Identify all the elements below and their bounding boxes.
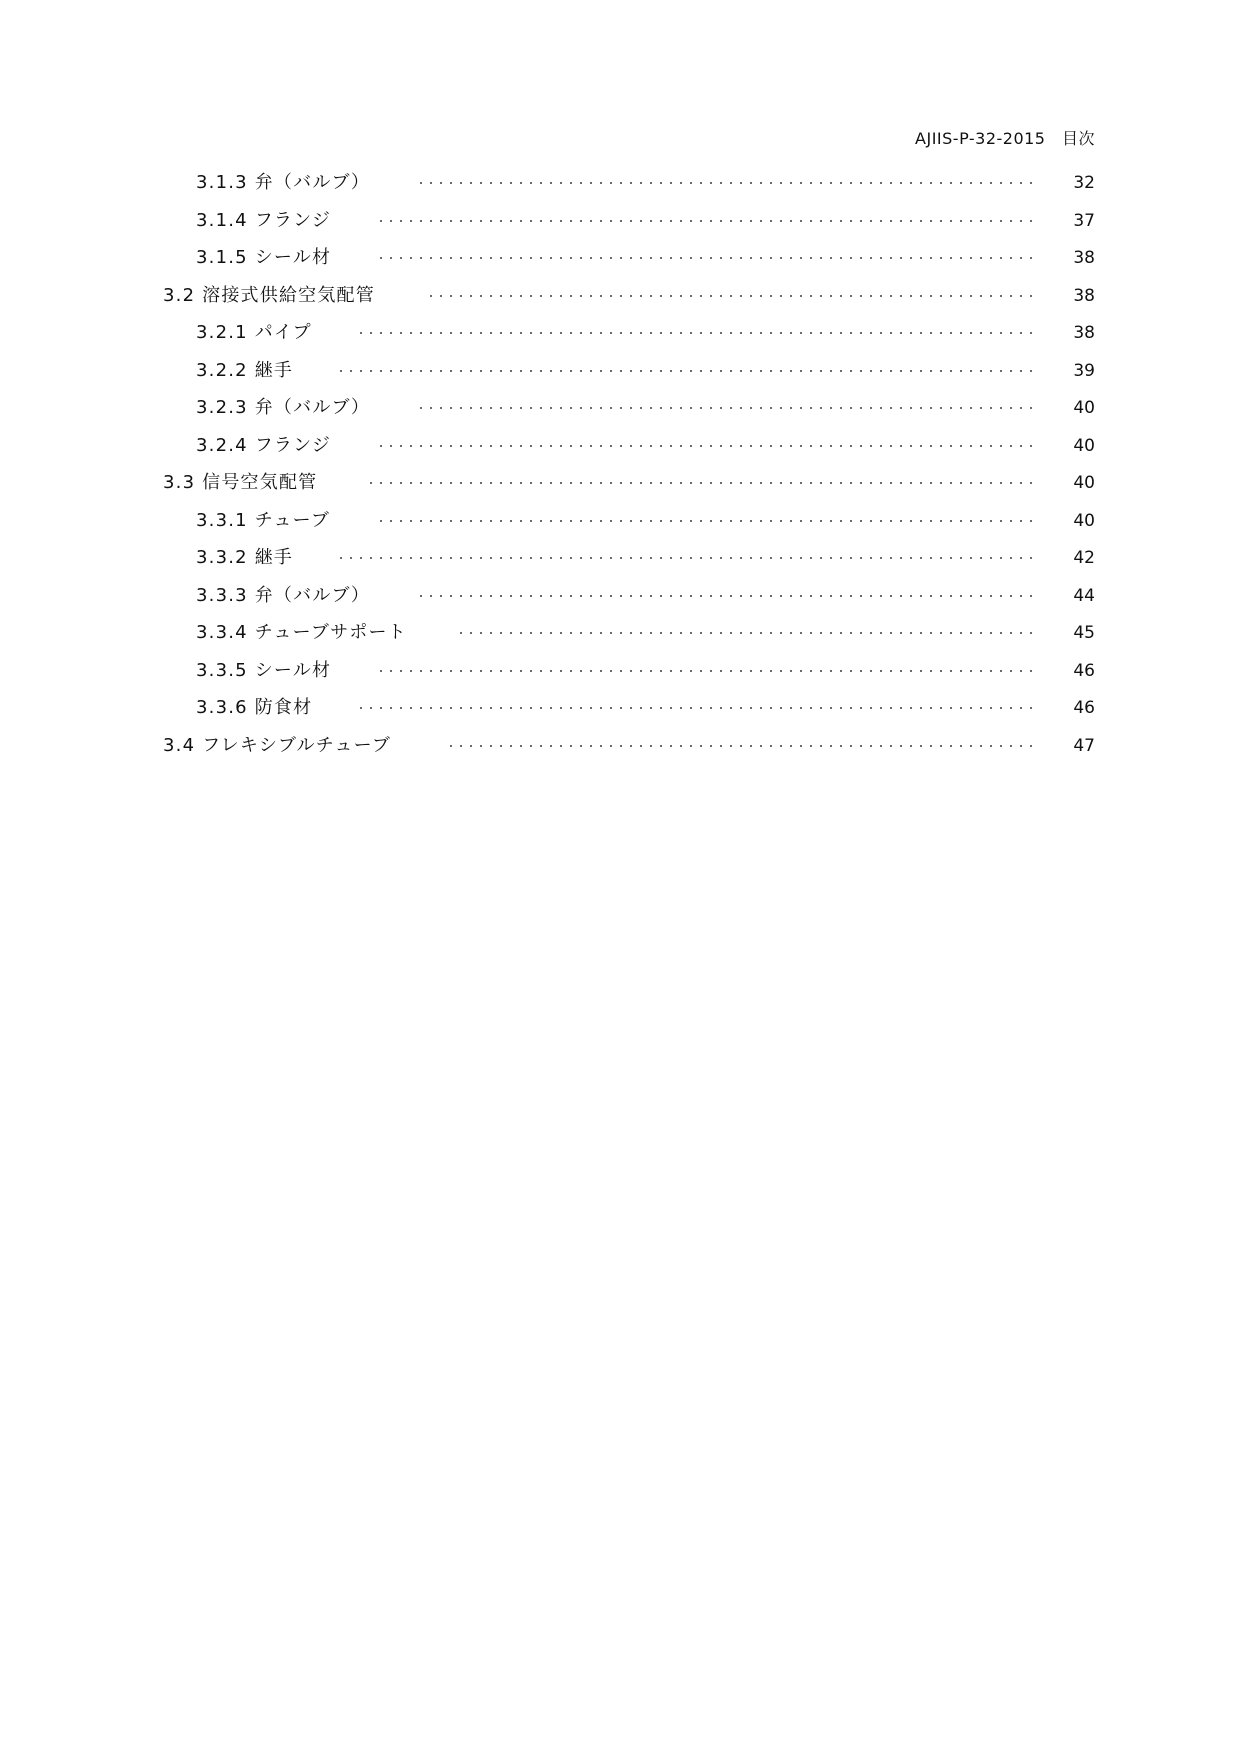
toc-entry-page: 42 [1073, 548, 1095, 568]
toc-entry [0, 393, 1241, 423]
toc-entry-page: 46 [1073, 698, 1095, 718]
toc-leader-dots [378, 431, 1036, 461]
toc-leader-dots [446, 731, 1036, 761]
toc-entry-page: 44 [1073, 585, 1095, 606]
document-header: AJIIS-P-32-2015 目次 [915, 129, 1095, 148]
toc-entry [0, 243, 1241, 273]
toc-entry [0, 168, 1241, 198]
toc-entry [0, 731, 1241, 761]
toc-leader-dots [378, 656, 1036, 686]
toc-leader-dots [414, 393, 1036, 423]
toc-leader-dots [355, 693, 1036, 723]
toc-entry-title: 3.3.2 継手 [196, 543, 297, 573]
toc-entry-page: 37 [1073, 210, 1095, 231]
toc-entry [0, 281, 1241, 311]
toc-entry-title: 3.1.3 弁（バルブ） [196, 168, 374, 198]
toc-entry-page: 46 [1073, 660, 1095, 681]
toc-leader-dots [355, 318, 1036, 348]
toc-entry-title: 3.3.6 防食材 [196, 693, 316, 723]
toc-entry-title: 3.1.5 シール材 [196, 243, 335, 273]
toc-entry-page: 39 [1073, 360, 1095, 381]
toc-entry-title: 3.2.2 継手 [196, 356, 297, 386]
toc-entry [0, 356, 1241, 386]
toc-entry [0, 581, 1241, 611]
toc-leader-dots [414, 581, 1036, 611]
toc-entry-page: 38 [1073, 285, 1095, 306]
toc-entry-page: 38 [1073, 248, 1095, 268]
toc-entry [0, 618, 1241, 648]
toc-leader-dots [336, 356, 1036, 386]
toc-entry [0, 206, 1241, 236]
toc-entry-page: 38 [1073, 323, 1095, 343]
toc-leader-dots [414, 168, 1036, 198]
toc-entry-title: 3.4 フレキシブルチューブ [163, 731, 395, 761]
toc-entry-page: 40 [1073, 510, 1095, 531]
toc-entry-page: 32 [1073, 173, 1095, 193]
toc-entry-page: 40 [1073, 398, 1095, 418]
toc-entry-page: 40 [1073, 435, 1095, 456]
toc-leader-dots [366, 468, 1036, 498]
toc-entry [0, 506, 1241, 536]
toc-entry-title: 3.3.3 弁（バルブ） [196, 581, 374, 611]
toc-entry [0, 468, 1241, 498]
toc-entry-title: 3.2 溶接式供給空気配管 [163, 281, 379, 311]
toc-entry-title: 3.3.5 シール材 [196, 656, 335, 686]
toc-entry-title: 3.3 信号空気配管 [163, 468, 321, 498]
toc-entry-page: 45 [1073, 623, 1095, 643]
toc-leader-dots [378, 243, 1036, 273]
toc-entry-page: 47 [1073, 735, 1095, 756]
toc-entry-title: 3.3.1 チューブ [196, 506, 334, 536]
toc-entry [0, 543, 1241, 573]
toc-leader-dots [378, 506, 1036, 536]
toc-entry [0, 693, 1241, 723]
toc-leader-dots [378, 206, 1036, 236]
toc-entry-page: 40 [1073, 473, 1095, 493]
toc-entry-title: 3.2.4 フランジ [196, 431, 335, 461]
toc-leader-dots [336, 543, 1036, 573]
toc-entry [0, 318, 1241, 348]
toc-leader-dots [458, 618, 1036, 648]
toc-entry-title: 3.2.3 弁（バルブ） [196, 393, 374, 423]
toc-entry-title: 3.2.1 パイプ [196, 318, 316, 348]
toc-entry [0, 431, 1241, 461]
toc-entry-title: 3.1.4 フランジ [196, 206, 335, 236]
toc-entry [0, 656, 1241, 686]
toc-leader-dots [426, 281, 1036, 311]
toc-entry-title: 3.3.4 チューブサポート [196, 618, 411, 648]
